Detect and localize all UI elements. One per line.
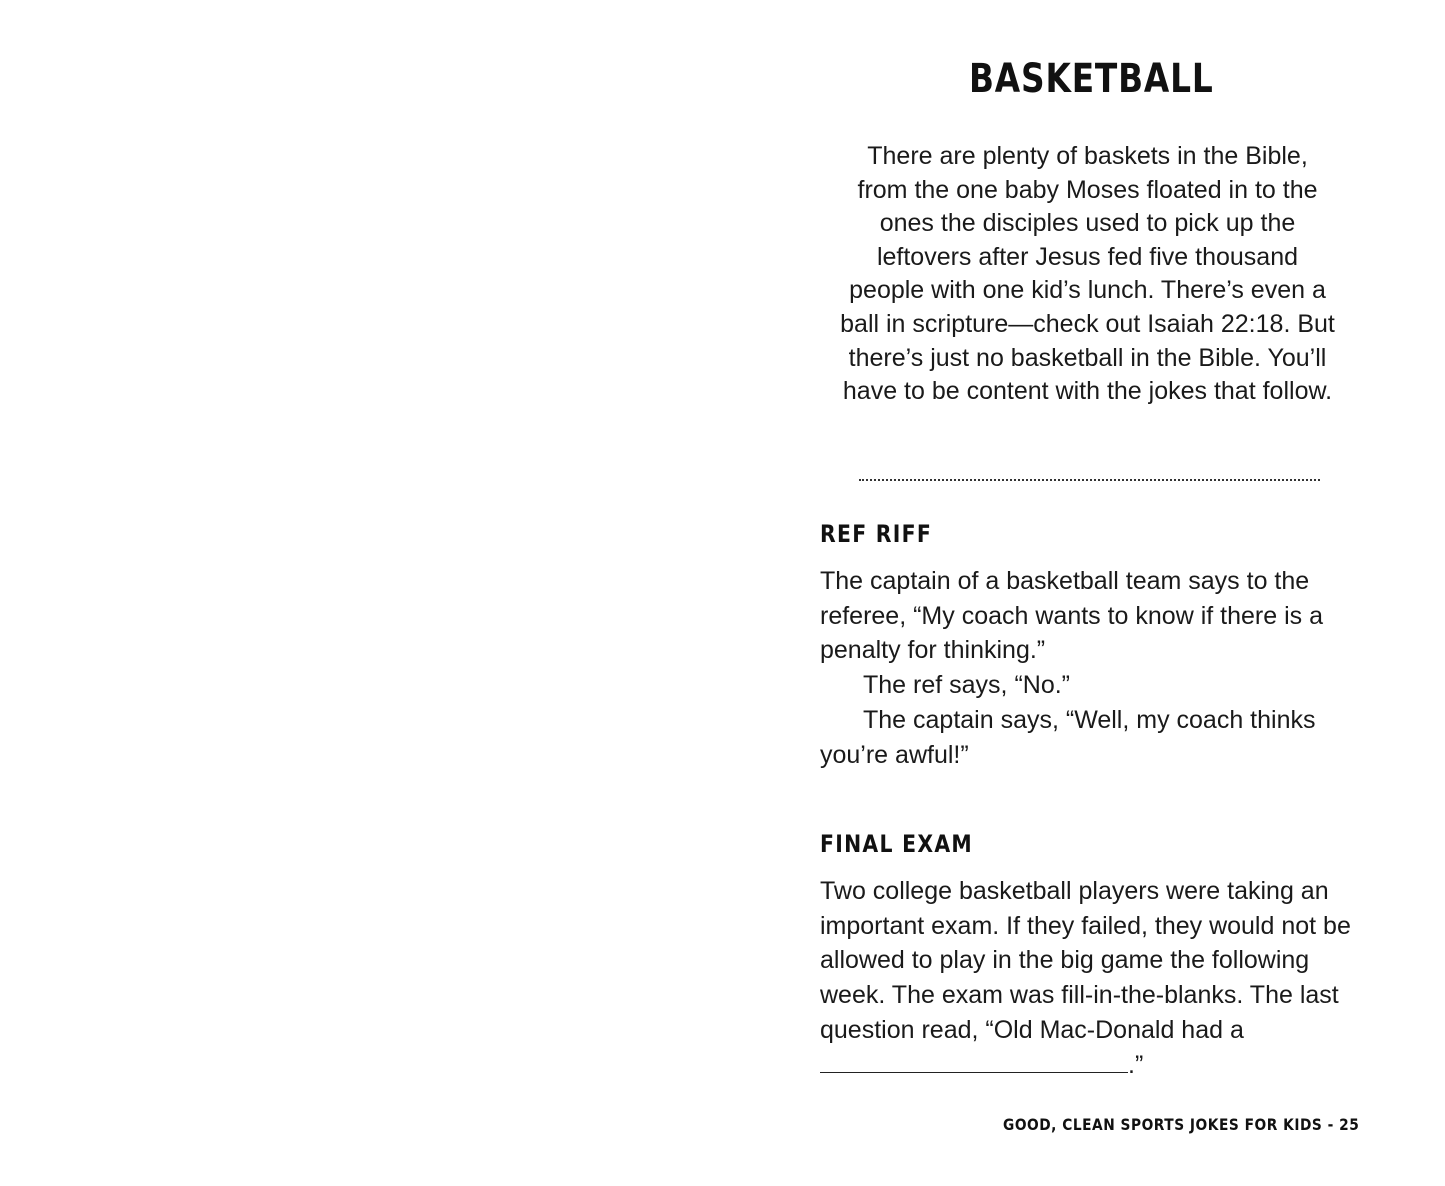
- blank-suffix: .”: [1128, 1050, 1144, 1079]
- page-footer: [1003, 1115, 1359, 1134]
- joke-title-final-exam: FINAL EXAM: [820, 830, 973, 858]
- joke-text: Two college basketball players were taking an important exam. If they failed, they would not be allowed to play in the big game the following week. The exam was fill-in-the-blanks. The last question read, “Old Mac-Donald had a: [820, 877, 1351, 1044]
- joke-paragraph: The ref says, “No.”: [863, 671, 1070, 700]
- joke-paragraph: The captain says, “Well, my coach thinks you’re awful!”: [820, 705, 1316, 769]
- dotted-divider: [859, 479, 1320, 481]
- footer-separator: -: [1321, 1115, 1339, 1134]
- fill-in-blank-line: [820, 1050, 1128, 1073]
- chapter-title: BASKETBALL: [968, 56, 1214, 102]
- chapter-intro: There are plenty of baskets in the Bible, from the one baby Moses floated in to the ones the disciples used to pick up the leftovers after Jesus fed five thousand people with one kid’s lunch. There’s even a ball in scripture—check out Isaiah 22:18. But there’s just no basketball in the Bible. You’ll have to be content with the jokes that follow.: [840, 142, 1335, 406]
- right-page: [722, 0, 1445, 1186]
- joke-paragraph: [820, 874, 1365, 1082]
- joke-body-ref-riff: [820, 564, 1365, 772]
- joke-body-final-exam: [820, 874, 1365, 1082]
- page-number: 25: [1338, 1115, 1359, 1134]
- joke-paragraph: The captain of a basketball team says to the referee, “My coach wants to know if there is a penalty for thinking.”: [820, 567, 1323, 665]
- left-page-blank: [0, 0, 722, 1186]
- running-title: GOOD, CLEAN SPORTS JOKES FOR KIDS: [1002, 1115, 1322, 1134]
- joke-title-ref-riff: REF RIFF: [820, 520, 933, 548]
